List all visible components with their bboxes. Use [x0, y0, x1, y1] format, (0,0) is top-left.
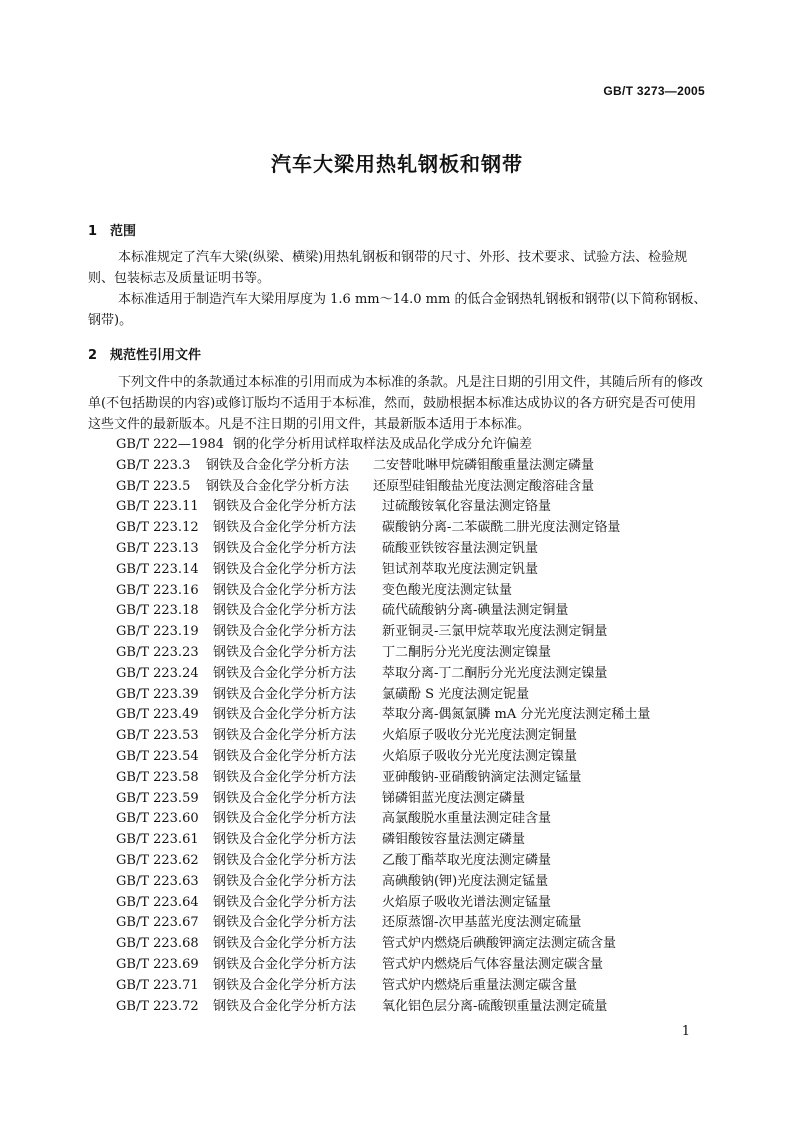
reference-title: 火焰原子吸收光谱法测定锰量 [382, 894, 552, 910]
reference-item [116, 934, 650, 955]
reference-code: GB/T 223.58 [116, 769, 199, 785]
reference-code: GB/T 223.3 [116, 457, 191, 473]
reference-code: GB/T 223.53 [116, 728, 199, 744]
reference-category: 钢铁及合金化学分析方法 [213, 644, 357, 660]
page-number: 1 [681, 1024, 690, 1039]
reference-code: GB/T 223.69 [116, 956, 199, 972]
reference-category: 钢铁及合金化学分析方法 [213, 603, 357, 619]
reference-code: GB/T 223.11 [116, 499, 199, 515]
reference-category: 钢铁及合金化学分析方法 [213, 873, 357, 889]
reference-item [116, 622, 650, 643]
reference-code: GB/T 223.61 [116, 832, 199, 848]
section-number: 2 [88, 348, 98, 363]
reference-category: 钢铁及合金化学分析方法 [213, 832, 357, 848]
reference-title: 氯磺酚 S 光度法测定铌量 [382, 686, 530, 702]
reference-category: 钢铁及合金化学分析方法 [213, 728, 357, 744]
reference-code: GB/T 223.64 [116, 894, 199, 910]
reference-item [116, 747, 650, 768]
reference-category: 钢铁及合金化学分析方法 [213, 998, 357, 1014]
reference-title: 碳酸钠分离-二苯碳酰二肼光度法测定铬量 [382, 520, 621, 536]
reference-code: GB/T 223.49 [116, 707, 199, 723]
reference-title: 氧化铝色层分离-硫酸钡重量法测定硫量 [382, 998, 608, 1014]
reference-item [116, 601, 650, 622]
reference-item [116, 518, 650, 539]
reference-title: 二安替吡啉甲烷磷钼酸重量法测定磷量 [373, 457, 595, 473]
reference-item [116, 581, 650, 602]
reference-title: 变色酸光度法测定钛量 [382, 582, 513, 598]
paragraph-text: 本标准规定了汽车大梁(纵梁、横梁)用热轧钢板和钢带的尺寸、外形、技术要求、试验方法、检验规则、包装标志及质量证明书等。 [88, 250, 688, 286]
reference-title: 高碘酸钠(钾)光度法测定锰量 [382, 873, 549, 889]
reference-category: 钢铁及合金化学分析方法 [213, 748, 357, 764]
section-title: 范围 [110, 224, 137, 239]
reference-category: 钢铁及合金化学分析方法 [213, 520, 357, 536]
reference-title: 还原蒸馏-次甲基蓝光度法测定硫量 [382, 915, 582, 931]
reference-item [116, 477, 650, 498]
reference-title: 乙酸丁酯萃取光度法测定磷量 [382, 852, 552, 868]
reference-category: 钢铁及合金化学分析方法 [213, 540, 357, 556]
reference-item [116, 809, 650, 830]
reference-category: 钢铁及合金化学分析方法 [213, 790, 357, 806]
reference-category: 钢铁及合金化学分析方法 [213, 665, 357, 681]
reference-code: GB/T 223.24 [116, 665, 199, 681]
reference-title: 管式炉内燃烧后气体容量法测定碳含量 [382, 956, 604, 972]
reference-category: 钢铁及合金化学分析方法 [206, 478, 350, 494]
reference-title: 还原型硅钼酸盐光度法测定酸溶硅含量 [373, 478, 595, 494]
reference-code: GB/T 223.54 [116, 748, 199, 764]
reference-category: 钢铁及合金化学分析方法 [213, 624, 357, 640]
reference-code: GB/T 223.72 [116, 998, 199, 1014]
reference-title: 锑磷钼蓝光度法测定磷量 [382, 790, 526, 806]
reference-code: GB/T 223.62 [116, 852, 199, 868]
section-title: 规范性引用文件 [110, 348, 202, 363]
reference-item [116, 976, 650, 997]
reference-title: 丁二酮肟分光光度法测定镍量 [382, 644, 552, 660]
reference-category: 钢铁及合金化学分析方法 [213, 894, 357, 910]
reference-title: 管式炉内燃烧后碘酸钾滴定法测定硫含量 [382, 936, 617, 952]
reference-item [116, 705, 650, 726]
reference-title: 硫代硫酸钠分离-碘量法测定铜量 [382, 603, 569, 619]
reference-code: GB/T 223.19 [116, 624, 199, 640]
reference-title: 过硫酸铵氧化容量法测定铬量 [382, 499, 552, 515]
reference-item [116, 560, 650, 581]
reference-category: 钢铁及合金化学分析方法 [213, 977, 357, 993]
reference-code: GB/T 223.13 [116, 540, 199, 556]
reference-item [116, 456, 650, 477]
normative-references-list [116, 435, 650, 1017]
reference-code: GB/T 223.5 [116, 478, 191, 494]
reference-title: 新亚铜灵-三氯甲烷萃取光度法测定铜量 [382, 624, 608, 640]
reference-code: GB/T 223.63 [116, 873, 199, 889]
reference-category: 钢铁及合金化学分析方法 [213, 582, 357, 598]
reference-title: 火焰原子吸收分光光度法测定镍量 [382, 748, 578, 764]
reference-title: 管式炉内燃烧后重量法测定碳含量 [382, 977, 578, 993]
reference-category: 钢铁及合金化学分析方法 [213, 811, 357, 827]
section-1-paragraph-1 [88, 247, 707, 289]
reference-title: 钢的化学分析用试样取样法及成品化学成分允许偏差 [233, 437, 533, 452]
reference-title: 火焰原子吸收分光光度法测定铜量 [382, 728, 578, 744]
reference-category: 钢铁及合金化学分析方法 [213, 499, 357, 515]
reference-item [116, 830, 650, 851]
paragraph-text: 下列文件中的条款通过本标准的引用而成为本标准的条款。凡是注日期的引用文件，其随后所有的修改单(不包括勘误的内容)或修订版均不适用于本标准，然而，鼓励根据本标准达成协议的各方研究是否可使用这些文件的最新版本。凡是不注日期的引用文件，其最新版本适用于本标准。 [88, 375, 704, 432]
reference-item [116, 643, 650, 664]
reference-item [116, 768, 650, 789]
reference-category: 钢铁及合金化学分析方法 [213, 561, 357, 577]
reference-item [116, 872, 650, 893]
reference-code: GB/T 222—1984 [116, 437, 225, 452]
reference-item [116, 997, 650, 1018]
reference-category: 钢铁及合金化学分析方法 [206, 457, 350, 473]
reference-item [116, 913, 650, 934]
reference-category: 钢铁及合金化学分析方法 [213, 852, 357, 868]
document-title: 汽车大梁用热轧钢板和钢带 [271, 152, 523, 176]
reference-title: 高氯酸脱水重量法测定硅含量 [382, 811, 552, 827]
section-2-paragraph-1 [88, 372, 707, 435]
reference-category: 钢铁及合金化学分析方法 [213, 956, 357, 972]
reference-code: GB/T 223.39 [116, 686, 199, 702]
reference-code: GB/T 223.59 [116, 790, 199, 806]
paragraph-text: 本标准适用于制造汽车大梁用厚度为 1.6 mm～14.0 mm 的低合金钢热轧钢板和钢带(以下简称钢板、钢带)。 [88, 292, 707, 328]
reference-code: GB/T 223.12 [116, 520, 199, 536]
reference-title: 萃取分离-丁二酮肟分光光度法测定镍量 [382, 665, 608, 681]
reference-item [116, 497, 650, 518]
reference-category: 钢铁及合金化学分析方法 [213, 769, 357, 785]
reference-item [116, 435, 650, 456]
reference-item [116, 539, 650, 560]
reference-item [116, 955, 650, 976]
reference-code: GB/T 223.23 [116, 644, 199, 660]
reference-code: GB/T 223.71 [116, 977, 199, 993]
reference-category: 钢铁及合金化学分析方法 [213, 707, 357, 723]
reference-item [116, 789, 650, 810]
reference-item [116, 851, 650, 872]
reference-item [116, 664, 650, 685]
section-number: 1 [88, 224, 98, 239]
section-2-heading [88, 344, 201, 363]
reference-code: GB/T 223.16 [116, 582, 199, 598]
section-1-heading [88, 220, 136, 239]
reference-code: GB/T 223.18 [116, 603, 199, 619]
reference-title: 钽试剂萃取光度法测定钒量 [382, 561, 539, 577]
reference-item [116, 726, 650, 747]
reference-category: 钢铁及合金化学分析方法 [213, 915, 357, 931]
reference-code: GB/T 223.68 [116, 936, 199, 952]
reference-code: GB/T 223.67 [116, 915, 199, 931]
section-1-paragraph-2 [88, 289, 707, 331]
reference-item [116, 685, 650, 706]
reference-category: 钢铁及合金化学分析方法 [213, 686, 357, 702]
reference-title: 硫酸亚铁铵容量法测定钒量 [382, 540, 539, 556]
reference-title: 萃取分离-偶氮氯膦 mA 分光光度法测定稀土量 [382, 707, 651, 723]
reference-code: GB/T 223.14 [116, 561, 199, 577]
reference-title: 亚砷酸钠-亚硝酸钠滴定法测定锰量 [382, 769, 582, 785]
reference-item [116, 893, 650, 914]
standard-code: GB/T 3273—2005 [603, 84, 705, 98]
reference-title: 磷钼酸铵容量法测定磷量 [382, 832, 526, 848]
reference-code: GB/T 223.60 [116, 811, 199, 827]
reference-category: 钢铁及合金化学分析方法 [213, 936, 357, 952]
